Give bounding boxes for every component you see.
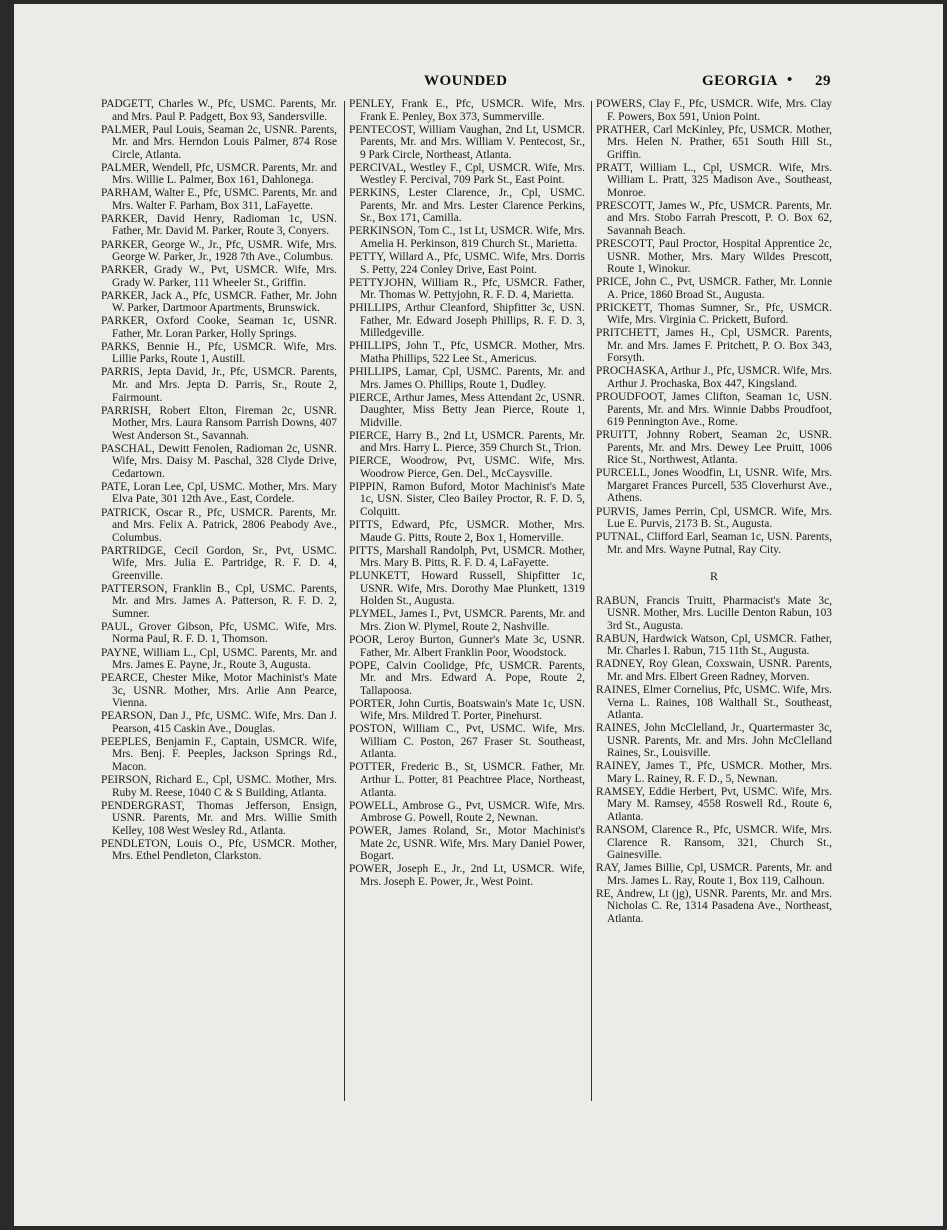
casualty-entry: PRESCOTT, Paul Proctor, Hospital Apprentice 2c, USNR. Mother, Mrs. Mary Wildes Prescott, Route 1, Winokur.: [596, 238, 832, 276]
casualty-entry: PARTRIDGE, Cecil Gordon, Sr., Pvt, USMC. Wife, Mrs. Julia E. Partridge, R. F. D. 4, Greenville.: [101, 544, 337, 582]
casualty-entry: PRESCOTT, James W., Pfc, USMCR. Parents, Mr. and Mrs. Stobo Farrah Prescott, P. O. Box 62, Savannah Beach.: [596, 199, 832, 237]
casualty-entry: PRICE, John C., Pvt, USMCR. Father, Mr. Lonnie A. Price, 1860 Broad St., Augusta.: [596, 276, 832, 301]
casualty-entry: RAINEY, James T., Pfc, USMCR. Mother, Mrs. Mary L. Rainey, R. F. D., 5, Newnan.: [596, 760, 832, 785]
casualty-entry: PLUNKETT, Howard Russell, Shipfitter 1c, USNR. Wife, Mrs. Dorothy Mae Plunkett, 1319 Holden St., Augusta.: [349, 570, 585, 608]
casualty-entry: RABUN, Francis Truitt, Pharmacist's Mate 3c, USNR. Mother, Mrs. Lucille Denton Rabun, 103 3rd St., Augusta.: [596, 594, 832, 632]
section-title: WOUNDED: [424, 73, 508, 89]
casualty-entry: PRUITT, Johnny Robert, Seaman 2c, USNR. Parents, Mr. and Mrs. Dewey Lee Pruitt, 1006 Rice St., Northwest, Atlanta.: [596, 429, 832, 467]
casualty-entry: PURCELL, Jones Woodfin, Lt, USNR. Wife, Mrs. Margaret Frances Purcell, 535 Cloverhurst Ave., Athens.: [596, 467, 832, 505]
casualty-entry: PRITCHETT, James H., Cpl, USMCR. Parents, Mr. and Mrs. James F. Pritchett, P. O. Box 343, Forsyth.: [596, 327, 832, 365]
casualty-entry: POTTER, Frederic B., St, USMCR. Father, Mr. Arthur L. Potter, 81 Peachtree Place, Northeast, Atlanta.: [349, 761, 585, 799]
casualty-entry: POWERS, Clay F., Pfc, USMCR. Wife, Mrs. Clay F. Powers, Box 591, Union Point.: [596, 98, 832, 123]
header-bullet: •: [787, 72, 793, 88]
casualty-entry: POWER, Joseph E., Jr., 2nd Lt, USMCR. Wife, Mrs. Joseph E. Power, Jr., West Point.: [349, 863, 585, 888]
casualty-entry: PITTS, Edward, Pfc, USMCR. Mother, Mrs. Maude G. Pitts, Route 2, Box 1, Homerville.: [349, 519, 585, 544]
casualty-entry: PRATHER, Carl McKinley, Pfc, USMCR. Mother, Mrs. Helen N. Prather, 651 South Hill St., Griffin.: [596, 123, 832, 161]
casualty-entry: RAINES, Elmer Cornelius, Pfc, USMC. Wife, Mrs. Verna L. Raines, 108 Walthall St., Southeast, Atlanta.: [596, 684, 832, 722]
casualty-entry: PIPPIN, Ramon Buford, Motor Machinist's Mate 1c, USN. Sister, Cleo Bailey Proctor, R. F. D. 5, Colquitt.: [349, 480, 585, 518]
casualty-entry: PEEPLES, Benjamin F., Captain, USMCR. Wife, Mrs. Benj. F. Peeples, Jackson Springs Rd., Macon.: [101, 735, 337, 773]
casualty-entry: PATE, Loran Lee, Cpl, USMC. Mother, Mrs. Mary Elva Pate, 301 12th Ave., East, Cordele.: [101, 480, 337, 506]
casualty-entry: POPE, Calvin Coolidge, Pfc, USMCR. Parents, Mr. and Mrs. Edward A. Pope, Route 2, Tallapoosa.: [349, 659, 585, 697]
casualty-entry: PATTERSON, Franklin B., Cpl, USMC. Parents, Mr. and Mrs. James A. Patterson, R. F. D. 2, Sumner.: [101, 582, 337, 620]
casualty-entry: PERCIVAL, Westley F., Cpl, USMCR. Wife, Mrs. Westley F. Percival, 709 Park St., East Point.: [349, 161, 585, 187]
casualty-entry: PITTS, Marshall Randolph, Pvt, USMCR. Mother, Mrs. Mary B. Pitts, R. F. D. 4, LaFayette.: [349, 544, 585, 570]
casualty-entry: PENDLETON, Louis O., Pfc, USMCR. Mother, Mrs. Ethel Pendleton, Clarkston.: [101, 837, 337, 863]
state-name: GEORGIA: [702, 73, 779, 89]
casualty-entry: PETTY, Willard A., Pfc, USMC. Wife, Mrs. Dorris S. Petty, 224 Conley Drive, East Point.: [349, 251, 585, 276]
casualty-entry: PERKINS, Lester Clarence, Jr., Cpl, USMC. Parents, Mr. and Mrs. Lester Clarence Perkins, Sr., Box 171, Camilla.: [349, 187, 585, 225]
casualty-entry: PARKER, Oxford Cooke, Seaman 1c, USNR. Father, Mr. Loran Parker, Holly Springs.: [101, 315, 337, 340]
casualty-entry: PUTNAL, Clifford Earl, Seaman 1c, USN. Parents, Mr. and Mrs. Wayne Putnal, Ray City.: [596, 531, 832, 556]
casualty-entry: PEIRSON, Richard E., Cpl, USMC. Mother, Mrs. Ruby M. Reese, 1040 C & S Building, Atlanta.: [101, 773, 337, 799]
page-header: [0, 73, 947, 93]
casualty-entry: PRATT, William L., Cpl, USMCR. Wife, Mrs. William L. Pratt, 325 Madison Ave., Southeast, Monroe.: [596, 161, 832, 199]
section-letter-heading: R: [709, 569, 718, 584]
casualty-entry: PARHAM, Walter E., Pfc, USMC. Parents, Mr. and Mrs. Walter F. Parham, Box 311, LaFayette.: [101, 187, 337, 212]
casualty-entry: PENTECOST, William Vaughan, 2nd Lt, USMCR. Parents, Mr. and Mrs. William V. Pentecost, Sr., 9 Park Circle, Northeast, Atlanta.: [349, 123, 585, 161]
casualty-entry: PARKER, Jack A., Pfc, USMCR. Father, Mr. John W. Parker, Dartmoor Apartments, Brunswick.: [101, 289, 337, 315]
casualty-entry: PURVIS, James Perrin, Cpl, USMCR. Wife, Mrs. Lue E. Purvis, 2173 B. St., Augusta.: [596, 505, 832, 531]
casualty-entry: POWER, James Roland, Sr., Motor Machinist's Mate 2c, USNR. Wife, Mrs. Mary Daniel Power, Bogart.: [349, 825, 585, 863]
casualty-entry: RE, Andrew, Lt (jg), USNR. Parents, Mr. and Mrs. Nicholas C. Re, 1314 Pasadena Ave., Northeast, Atlanta.: [596, 887, 832, 925]
casualty-entry: RANSOM, Clarence R., Pfc, USMCR. Wife, Mrs. Clarence R. Ransom, 321, Church St., Gainesville.: [596, 824, 832, 862]
casualty-entry: PORTER, John Curtis, Boatswain's Mate 1c, USN. Wife, Mrs. Mildred T. Porter, Pinehurst.: [349, 697, 585, 723]
casualty-entry: PARKER, Grady W., Pvt, USMCR. Wife, Mrs. Grady W. Parker, 111 Wheeler St., Griffin.: [101, 264, 337, 289]
casualty-entry: PARRISH, Robert Elton, Fireman 2c, USNR. Mother, Mrs. Laura Ransom Parrish Downs, 407 West Anderson St., Savannah.: [101, 404, 337, 442]
casualty-entry: PAYNE, William L., Cpl, USMC. Parents, Mr. and Mrs. James E. Payne, Jr., Route 3, Augusta.: [101, 646, 337, 672]
casualty-entry: PADGETT, Charles W., Pfc, USMC. Parents, Mr. and Mrs. Paul P. Padgett, Box 93, Sandersville.: [101, 98, 337, 123]
casualty-entry: PROUDFOOT, James Clifton, Seaman 1c, USN. Parents, Mr. and Mrs. Winnie Dabbs Proudfoot, 619 Pennington Ave., Rome.: [596, 391, 832, 429]
casualty-entry: PENDERGRAST, Thomas Jefferson, Ensign, USNR. Parents, Mr. and Mrs. Willie Smith Kelley, 108 West Wesley Rd., Atlanta.: [101, 799, 337, 837]
casualty-entry: PAUL, Grover Gibson, Pfc, USMC. Wife, Mrs. Norma Paul, R. F. D. 1, Thomson.: [101, 620, 337, 646]
casualty-entry: PIERCE, Arthur James, Mess Attendant 2c, USNR. Daughter, Miss Betty Jean Pierce, Route 1, Midville.: [349, 391, 585, 429]
casualty-entry: PARKER, George W., Jr., Pfc, USMR. Wife, Mrs. George W. Parker, Jr., 1928 7th Ave., Columbus.: [101, 238, 337, 264]
casualty-entry: PARKER, David Henry, Radioman 1c, USN. Father, Mr. David M. Parker, Route 3, Conyers.: [101, 212, 337, 238]
casualty-entry: PALMER, Paul Louis, Seaman 2c, USNR. Parents, Mr. and Mrs. Herndon Louis Palmer, 874 Rose Circle, Atlanta.: [101, 123, 337, 161]
casualty-entry: RABUN, Hardwick Watson, Cpl, USMCR. Father, Mr. Charles I. Rabun, 715 11th St., Augusta.: [596, 632, 832, 658]
casualty-entry: PETTYJOHN, William R., Pfc, USMCR. Father, Mr. Thomas W. Pettyjohn, R. F. D. 4, Marietta.: [349, 276, 585, 302]
page-number: 29: [815, 73, 831, 89]
casualty-entry: PHILLIPS, John T., Pfc, USMCR. Mother, Mrs. Matha Phillips, 522 Lee St., Americus.: [349, 340, 585, 365]
column-2: [349, 98, 585, 889]
casualty-entry: POSTON, William C., Pvt, USMC. Wife, Mrs. William C. Poston, 267 Fraser St. Southeast, Atlanta.: [349, 723, 585, 761]
column-1: [101, 98, 337, 863]
casualty-entry: RADNEY, Roy Glean, Coxswain, USNR. Parents, Mr. and Mrs. Elbert Green Radney, Morven.: [596, 658, 832, 684]
casualty-entry: RAINES, John McClelland, Jr., Quartermaster 3c, USNR. Parents, Mr. and Mrs. John McClelland Raines, Sr., Louisville.: [596, 722, 832, 760]
casualty-entry: RAMSEY, Eddie Herbert, Pvt, USMC. Wife, Mrs. Mary M. Ramsey, 4558 Roswell Rd., Route 6, Atlanta.: [596, 785, 832, 824]
casualty-entry: PASCHAL, Dewitt Fenolen, Radioman 2c, USNR. Wife, Mrs. Daisy M. Paschal, 328 Clyde Drive, Cedartown.: [101, 442, 337, 480]
casualty-entry: PHILLIPS, Arthur Cleanford, Shipfitter 3c, USN. Father, Mr. Edward Joseph Phillips, R. F. D. 3, Milledgeville.: [349, 302, 585, 340]
casualty-entry: PARKS, Bennie H., Pfc, USMCR. Wife, Mrs. Lillie Parks, Route 1, Austill.: [101, 340, 337, 366]
casualty-list: [0, 98, 947, 1108]
casualty-entry: PIERCE, Harry B., 2nd Lt, USMCR. Parents, Mr. and Mrs. Harry L. Pierce, 359 Church St., Trion.: [349, 429, 585, 455]
casualty-entry: PEARCE, Chester Mike, Motor Machinist's Mate 3c, USNR. Mother, Mrs. Arlie Ann Pearce, Vienna.: [101, 672, 337, 710]
casualty-entry: PALMER, Wendell, Pfc, USMCR. Parents, Mr. and Mrs. Willie L. Palmer, Box 161, Dahlonega.: [101, 161, 337, 187]
column-3: [596, 98, 832, 926]
casualty-entry: PIERCE, Woodrow, Pvt, USMC. Wife, Mrs. Woodrow Pierce, Gen. Del., McCaysville.: [349, 455, 585, 480]
casualty-entry: PEARSON, Dan J., Pfc, USMC. Wife, Mrs. Dan J. Pearson, 415 Caskin Ave., Douglas.: [101, 710, 337, 735]
casualty-entry: PRICKETT, Thomas Sumner, Sr., Pfc, USMCR. Wife, Mrs. Virginia C. Prickett, Buford.: [596, 301, 832, 327]
casualty-entry: PERKINSON, Tom C., 1st Lt, USMCR. Wife, Mrs. Amelia H. Perkinson, 819 Church St., Marietta.: [349, 225, 585, 251]
casualty-entry: RAY, James Billie, Cpl, USMCR. Parents, Mr. and Mrs. James L. Ray, Route 1, Box 119, Calhoun.: [596, 862, 832, 887]
casualty-entry: PENLEY, Frank E., Pfc, USMCR. Wife, Mrs. Frank E. Penley, Box 373, Summerville.: [349, 98, 585, 123]
casualty-entry: PLYMEL, James I., Pvt, USMCR. Parents, Mr. and Mrs. Zion W. Plymel, Route 2, Nashville.: [349, 608, 585, 633]
casualty-entry: PATRICK, Oscar R., Pfc, USMCR. Parents, Mr. and Mrs. Felix A. Patrick, 2806 Peabody Ave., Columbus.: [101, 506, 337, 544]
casualty-entry: POWELL, Ambrose G., Pvt, USMCR. Wife, Mrs. Ambrose G. Powell, Route 2, Newnan.: [349, 799, 585, 825]
casualty-entry: PROCHASKA, Arthur J., Pfc, USMCR. Wife, Mrs. Arthur J. Prochaska, Box 447, Kingsland.: [596, 365, 832, 391]
casualty-entry: POOR, Leroy Burton, Gunner's Mate 3c, USNR. Father, Mr. Albert Franklin Poor, Woodstock.: [349, 633, 585, 659]
casualty-entry: PARRIS, Jepta David, Jr., Pfc, USMCR. Parents, Mr. and Mrs. Jepta D. Parris, Sr., Route 2, Fairmount.: [101, 366, 337, 404]
casualty-entry: PHILLIPS, Lamar, Cpl, USMC. Parents, Mr. and Mrs. James O. Phillips, Route 1, Dudley.: [349, 365, 585, 391]
